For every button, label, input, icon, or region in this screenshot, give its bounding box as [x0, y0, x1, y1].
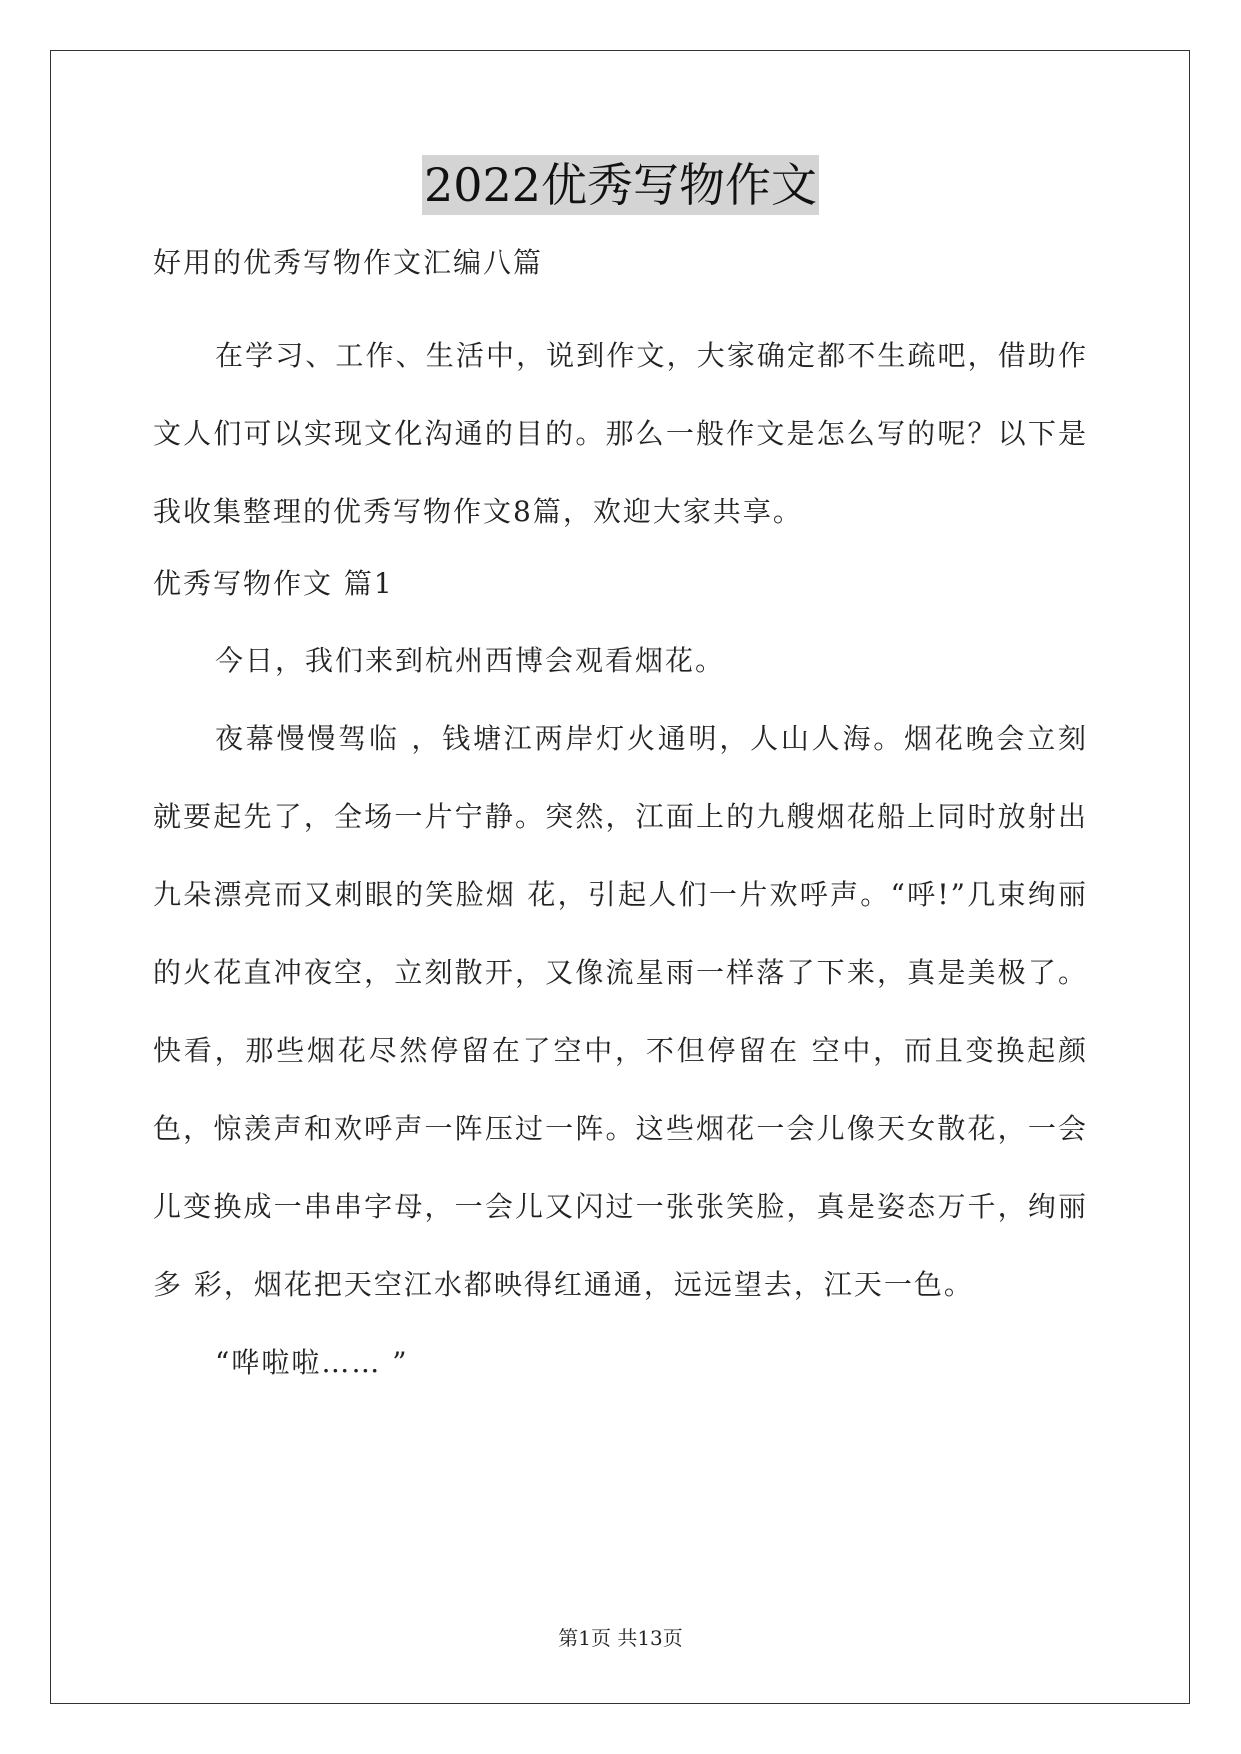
- page-footer: 第1页 共13页: [558, 1626, 683, 1650]
- intro-paragraph: 在学习、工作、生活中，说到作文，大家确定都不生疏吧，借助作文人们可以实现文化沟通的目的。那么一般作文是怎么写的呢？以下是我收集整理的优秀写物作文8篇，欢迎大家共享。: [153, 339, 1088, 528]
- document-subtitle: 好用的优秀写物作文汇编八篇: [153, 246, 544, 279]
- document-title: 2022优秀写物作文: [422, 155, 819, 215]
- document-body: [153, 243, 1088, 1402]
- body-paragraph-1: 今日，我们来到杭州西博会观看烟花。: [215, 644, 726, 677]
- title-container: [0, 155, 1241, 215]
- section-heading: 优秀写物作文 篇1: [153, 567, 394, 600]
- body-paragraph-3: “哗啦啦…… ”: [215, 1346, 409, 1379]
- body-paragraph-2: 夜幕慢慢驾临 ，钱塘江两岸灯火通明，人山人海。烟花晚会立刻就要起先了，全场一片宁静。突然，江面上的九艘烟花船上同时放射出九朵漂亮而又刺眼的笑脸烟 花，引起人们一片欢呼声。“呼!”几束绚丽的火花直冲夜空，立刻散开，又像流星雨一样落了下来，真是美极了。快看，那些烟花尽然停留在了空中，不但停留在 空中，而且变换起颜色，惊羡声和欢呼声一阵压过一阵。这些烟花一会儿像天女散花，一会儿变换成一串串字母，一会儿又闪过一张张笑脸，真是姿态万千，绚丽多 彩，烟花把天空江水都映得红通通，远远望去，江天一色。: [153, 722, 1088, 1301]
